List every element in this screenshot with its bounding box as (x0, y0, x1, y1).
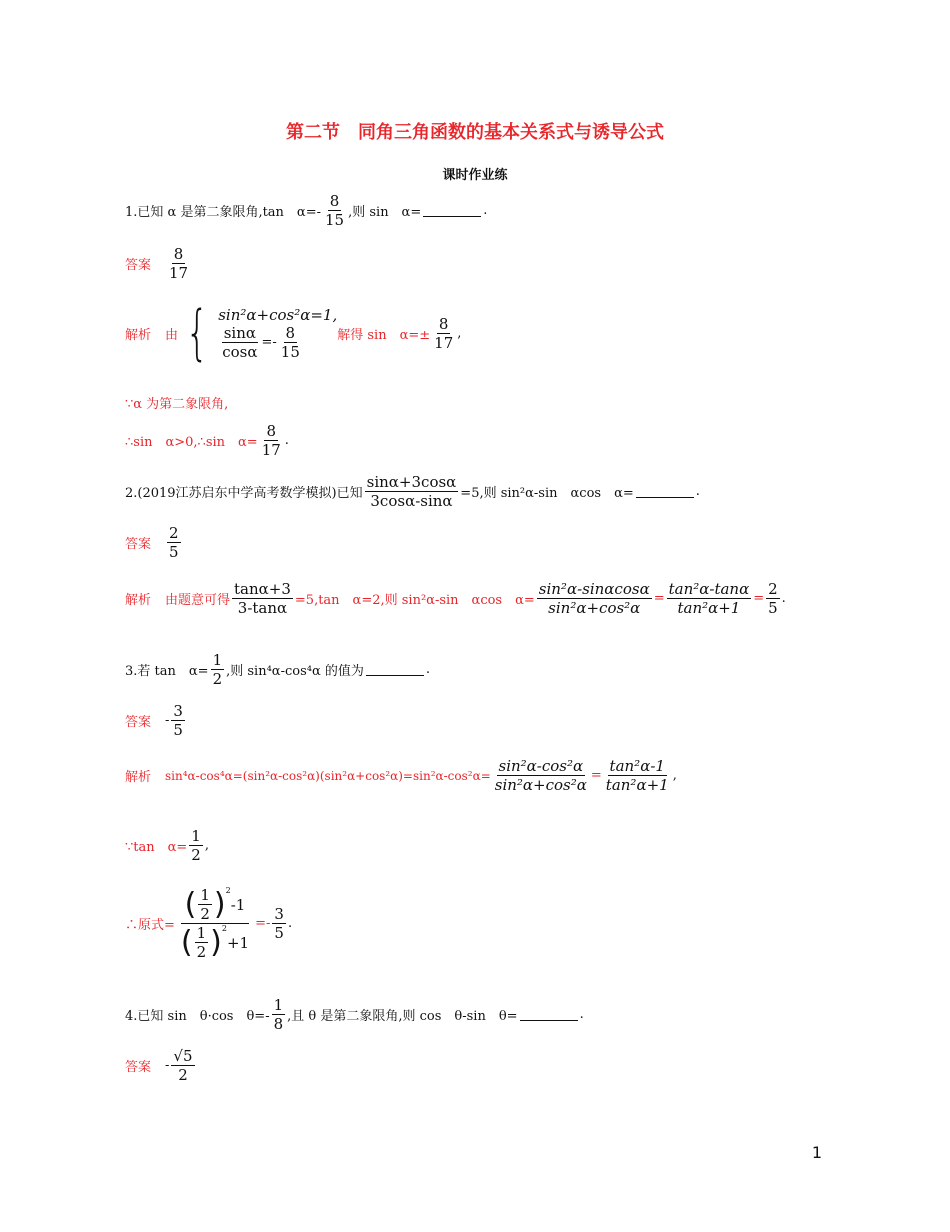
q3-t-inner-num-2: 1 (196, 924, 207, 942)
q3-a-f2-num: tan²α-1 (609, 757, 665, 775)
question-4 (125, 996, 584, 1033)
q2-a-frac4 (766, 580, 780, 617)
q2-a-f4-den: 5 (768, 599, 778, 617)
q3-analysis-label: 解析 (125, 770, 152, 785)
q3-prefix: 3.若 tan α= (125, 664, 209, 679)
q3-t-inner-den-2: 2 (196, 943, 207, 961)
q3-analysis (125, 757, 677, 794)
q4-answer-num: √5 (173, 1047, 193, 1065)
q3-since (125, 827, 209, 864)
q1-therefore-fraction (260, 422, 283, 459)
q2-analysis (125, 580, 786, 617)
q2-a-end: . (781, 591, 786, 606)
q3-since-pre: ∵tan α= (125, 840, 188, 855)
q3-therefore (125, 886, 292, 961)
q4-fraction (272, 996, 286, 1033)
q3-t-inner-den: 2 (200, 905, 210, 923)
q2-a-f4-num: 2 (768, 580, 778, 598)
q3-a-f1-den: sin²α+cos²α (494, 776, 587, 794)
q1-since: ∵α 为第二象限角, (125, 397, 229, 412)
q3-since-end: , (204, 838, 209, 853)
q1-prefix: 1.已知 α 是第二象限角,tan α=- (125, 205, 321, 220)
q2-a-f1-den: 3-tanα (237, 599, 288, 617)
q3-t-exp-num: 2 (225, 886, 231, 895)
q4-mid: ,且 θ 是第二象限角,则 cos θ-sin θ= (287, 1009, 518, 1024)
q3-a-f1-num: sin²α-cos²α (498, 757, 584, 775)
q1-analysis-label: 解析 (125, 327, 152, 343)
question-3 (125, 651, 430, 688)
q3-t-eq: =- (255, 916, 271, 931)
q2-a-frac1 (232, 580, 293, 617)
q1-equation-system: { sin²α+cos²α=1, $\frac{\sin\alpha}{\cos\alpha}$ =- $\frac{8}{15}$ (185, 298, 338, 368)
q1-sys-eq2-mid: =- (261, 334, 277, 350)
q4-answer-fraction (171, 1047, 194, 1084)
q3-a-expr: sin⁴α-cos⁴α=(sin²α-cos²α)(sin²α+cos²α)=sin²α-cos²α= (165, 768, 491, 783)
q1-therefore-pre: ∴sin α>0,∴sin α= (125, 435, 258, 450)
q4-answer (125, 1047, 197, 1084)
q1-solve-end: , (457, 325, 462, 341)
q4-answer-sign: - (165, 1058, 170, 1073)
q2-frac-den: 3cosα-sinα (370, 492, 453, 510)
q3-answer-blank (366, 663, 424, 676)
q2-answer-blank (636, 485, 694, 498)
q1-solve-fraction (432, 315, 455, 352)
page-title: 第二节 同角三角函数的基本关系式与诱导公式 (286, 122, 664, 143)
q1-sys-eq1: sin²α+cos²α=1, (218, 305, 338, 324)
q3-mid: ,则 sin⁴α-cos⁴α 的值为 (226, 664, 364, 679)
q3-a-frac2 (604, 757, 671, 794)
q3-answer-num: 3 (173, 702, 183, 720)
q1-answer-label: 答案 (125, 258, 152, 273)
q2-frac-num: sinα+3cosα (366, 473, 457, 491)
q2-answer-fraction (167, 524, 181, 561)
q2-prefix: 2.(2019江苏启东中学高考数学模拟)已知 (125, 486, 363, 501)
q1-solve-den: 17 (434, 333, 454, 352)
q1-sys-eq2-den: cosα (222, 342, 258, 361)
q3-t-res-den: 5 (274, 924, 284, 942)
q3-answer-label: 答案 (125, 715, 152, 730)
q1-sys-eq2-rnum: 8 (285, 323, 296, 342)
q3-since-num: 1 (191, 827, 201, 845)
section-subtitle: 课时作业练 (442, 168, 508, 183)
q2-a-f3-den: tan²α+1 (677, 599, 741, 617)
q1-answer-blank (423, 204, 481, 217)
q2-analysis-label: 解析 (125, 593, 152, 608)
q4-suffix: . (579, 1007, 584, 1022)
q2-answer-num: 2 (169, 524, 179, 542)
q3-big-den-inner (195, 924, 209, 961)
q3-a-frac1 (493, 757, 589, 794)
q1-sys-eq2-frac (220, 324, 259, 361)
q1-answer-den: 17 (169, 264, 189, 282)
q3-t-exp-den: 2 (221, 924, 227, 933)
q1-answer-fraction (167, 245, 190, 282)
q3-frac-den: 2 (212, 670, 223, 688)
q3-big-num-inner (198, 886, 212, 923)
q1-sys-eq2-rden: 15 (280, 342, 300, 361)
question-2 (125, 473, 700, 510)
q4-answer-den: 2 (178, 1066, 188, 1084)
q3-big-fraction: ( $\frac{1}{2}$ ) $^2$ -1 ( $\frac{1}{2}$ ) $^2$ +1 (180, 886, 250, 961)
q2-a-frac2 (537, 580, 652, 617)
q3-fraction (211, 651, 225, 688)
q3-t-result (272, 905, 286, 942)
q1-sys-eq2-rfrac (279, 324, 302, 361)
q2-a-eq2: = (753, 591, 765, 606)
q4-frac-den: 8 (273, 1015, 284, 1033)
q1-answer-num: 8 (173, 245, 184, 263)
q3-answer (125, 702, 187, 739)
q2-a-f2-den: sin²α+cos²α (548, 599, 641, 617)
q3-a-f2-den: tan²α+1 (605, 776, 669, 794)
q3-a-end: , (672, 768, 677, 783)
q1-therefore-end: . (284, 433, 289, 448)
q1-fraction (323, 192, 346, 229)
q4-answer-blank (520, 1008, 578, 1021)
q1-solve-num: 8 (438, 314, 449, 333)
q2-answer (125, 524, 183, 561)
q2-a-frac3 (667, 580, 752, 617)
q2-fraction (365, 473, 459, 510)
q4-frac-num: 1 (273, 996, 284, 1014)
q1-answer (125, 245, 192, 282)
q2-answer-label: 答案 (125, 537, 152, 552)
q3-t-den-tail: +1 (226, 933, 250, 952)
q1-frac-den: 15 (325, 211, 345, 229)
q3-t-end: . (287, 916, 293, 931)
q3-t-num-tail: -1 (230, 895, 246, 914)
q2-a-pre: 由题意可得 (165, 593, 231, 608)
q3-t-inner-num: 1 (200, 886, 210, 904)
q1-analysis-solve: 解得 sin α=± (337, 327, 431, 343)
q3-t-res-num: 3 (274, 905, 284, 923)
q1-mid: ,则 sin α= (348, 205, 422, 220)
q2-mid: =5,则 sin²α-sin αcos α= (460, 486, 634, 501)
q3-answer-fraction (171, 702, 185, 739)
q3-answer-sign: - (165, 713, 170, 728)
q1-frac-num: 8 (329, 192, 340, 210)
q3-frac-num: 1 (212, 651, 223, 669)
q2-a-f1-num: tanα+3 (234, 580, 291, 598)
q1-analysis-you: 由 (165, 327, 179, 343)
q4-prefix: 4.已知 sin θ·cos θ=- (125, 1009, 270, 1024)
q1-therefore-num: 8 (266, 422, 277, 440)
q1-therefore-den: 17 (261, 441, 281, 459)
page-number: 1 (811, 1143, 822, 1162)
q1-analysis (125, 298, 462, 368)
q3-suffix: . (425, 662, 431, 677)
q3-since-fraction (189, 827, 203, 864)
q1-therefore (125, 422, 289, 459)
question-1 (125, 192, 487, 229)
q2-a-f3-num: tan²α-tanα (668, 580, 750, 598)
q2-a-mid: =5,tan α=2,则 sin²α-sin αcos α= (294, 593, 535, 608)
q3-since-den: 2 (191, 846, 201, 864)
q3-therefore-pre: ∴原式= (125, 918, 175, 933)
q1-sys-eq2-num: sinα (223, 323, 256, 342)
q2-a-f2-num: sin²α-sinαcosα (538, 580, 650, 598)
q4-answer-label: 答案 (125, 1060, 152, 1075)
q2-a-eq: = (653, 591, 665, 606)
q2-answer-den: 5 (169, 543, 179, 561)
q3-a-eq: = (590, 768, 602, 783)
q1-suffix: . (483, 203, 488, 218)
q2-suffix: . (695, 484, 700, 499)
q3-answer-den: 5 (173, 721, 183, 739)
